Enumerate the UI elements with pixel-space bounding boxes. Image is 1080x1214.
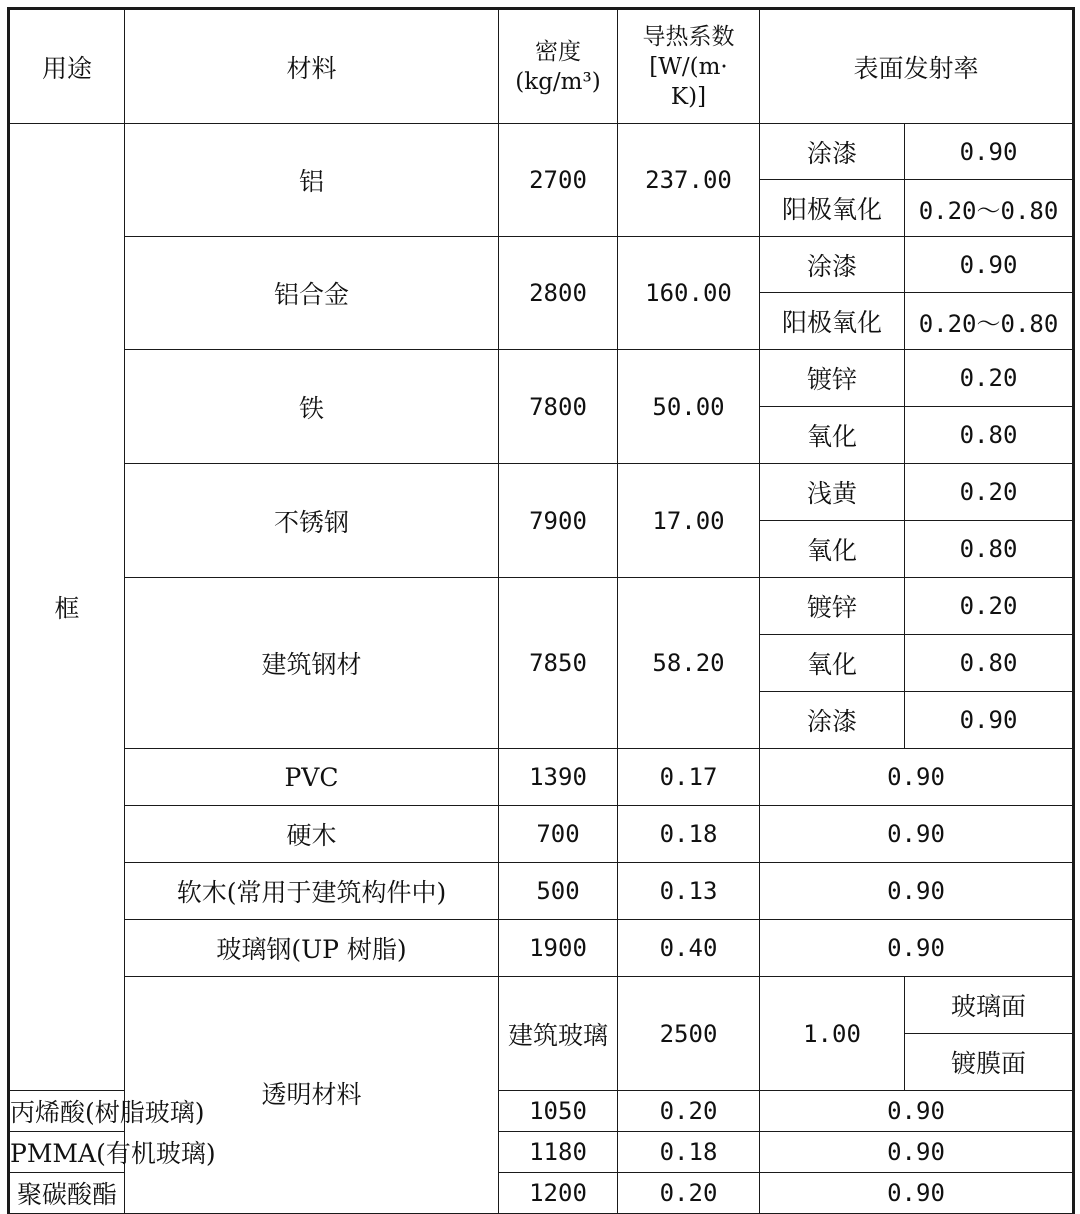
surface-label-cell: 镀膜面 [905, 1034, 1073, 1091]
material-cell: 建筑玻璃 [499, 977, 618, 1091]
surface-label-cell: 涂漆 [760, 692, 905, 749]
emissivity-cell: 0.80 [905, 635, 1073, 692]
surface-label-cell: 阳极氧化 [760, 293, 905, 350]
emissivity-cell: 0.80 [905, 521, 1073, 578]
conductivity-cell: 58.20 [618, 578, 760, 749]
header-density-label: 密度 [535, 38, 581, 65]
density-cell: 2500 [618, 977, 760, 1091]
table-row [10, 806, 1073, 863]
header-row [10, 10, 1073, 124]
table-row [10, 920, 1073, 977]
group-transparent: 透明材料 [125, 977, 499, 1214]
conductivity-cell: 237.00 [618, 124, 760, 237]
table-row [10, 749, 1073, 806]
emissivity-cell: 0.90 [760, 1173, 1073, 1214]
emissivity-cell: 0.20 [905, 578, 1073, 635]
conductivity-cell: 0.40 [618, 920, 760, 977]
emissivity-cell: 0.20～0.80 [905, 180, 1073, 237]
density-cell: 1390 [499, 749, 618, 806]
material-cell: 软木(常用于建筑构件中) [125, 863, 499, 920]
material-cell: PVC [125, 749, 499, 806]
group-frame: 框 [10, 124, 125, 1091]
density-cell: 500 [499, 863, 618, 920]
conductivity-cell: 0.18 [618, 1132, 760, 1173]
conductivity-cell: 0.20 [618, 1173, 760, 1214]
table-row [10, 977, 1073, 1034]
density-cell: 1180 [499, 1132, 618, 1173]
surface-label-cell: 氧化 [760, 407, 905, 464]
surface-label-cell: 涂漆 [760, 237, 905, 293]
density-cell: 1050 [499, 1091, 618, 1132]
conductivity-cell: 0.18 [618, 806, 760, 863]
material-cell: 聚碳酸酯 [10, 1173, 125, 1214]
emissivity-cell: 0.90 [905, 692, 1073, 749]
table-row [10, 464, 1073, 521]
conductivity-cell: 0.17 [618, 749, 760, 806]
conductivity-cell: 160.00 [618, 237, 760, 350]
surface-label-cell: 涂漆 [760, 124, 905, 180]
emissivity-cell: 0.90 [760, 1091, 1073, 1132]
table-row [10, 237, 1073, 293]
surface-label-cell: 氧化 [760, 635, 905, 692]
emissivity-cell: 0.80 [905, 407, 1073, 464]
surface-label-cell: 氧化 [760, 521, 905, 578]
material-cell: PMMA(有机玻璃) [10, 1132, 125, 1173]
material-cell: 铝合金 [125, 237, 499, 350]
header-material: 材料 [125, 10, 499, 124]
density-cell: 7900 [499, 464, 618, 578]
material-cell: 铝 [125, 124, 499, 237]
material-cell: 丙烯酸(树脂玻璃) [10, 1091, 125, 1132]
surface-label-cell: 浅黄 [760, 464, 905, 521]
header-conductivity [618, 10, 760, 124]
surface-label-cell: 阳极氧化 [760, 180, 905, 237]
header-conductivity-label: 导热系数 [642, 23, 735, 50]
emissivity-cell: 0.90 [760, 1132, 1073, 1173]
density-cell: 7800 [499, 350, 618, 464]
header-conductivity-unit-1: [W/(m· [649, 53, 728, 80]
conductivity-cell: 0.20 [618, 1091, 760, 1132]
density-cell: 1200 [499, 1173, 618, 1214]
emissivity-cell: 0.90 [760, 749, 1073, 806]
emissivity-cell: 0.90 [905, 237, 1073, 293]
density-cell: 2700 [499, 124, 618, 237]
emissivity-cell: 0.90 [905, 124, 1073, 180]
conductivity-cell: 0.13 [618, 863, 760, 920]
material-cell: 玻璃钢(UP 树脂) [125, 920, 499, 977]
table-row [10, 124, 1073, 180]
density-cell: 2800 [499, 237, 618, 350]
material-cell: 不锈钢 [125, 464, 499, 578]
density-cell: 7850 [499, 578, 618, 749]
emissivity-cell: 0.90 [760, 920, 1073, 977]
table-row [10, 863, 1073, 920]
material-properties-table [9, 9, 1073, 1214]
material-cell: 铁 [125, 350, 499, 464]
emissivity-cell: 0.20～0.80 [905, 293, 1073, 350]
conductivity-cell: 17.00 [618, 464, 760, 578]
emissivity-cell: 0.20 [905, 464, 1073, 521]
density-cell: 700 [499, 806, 618, 863]
surface-label-cell: 镀锌 [760, 350, 905, 407]
material-cell: 建筑钢材 [125, 578, 499, 749]
density-cell: 1900 [499, 920, 618, 977]
header-conductivity-unit-2: K)] [670, 83, 707, 110]
header-use: 用途 [10, 10, 125, 124]
conductivity-cell: 1.00 [760, 977, 905, 1091]
header-density-unit: (kg/m³) [515, 68, 601, 95]
header-density [499, 10, 618, 124]
emissivity-cell: 0.90 [760, 806, 1073, 863]
emissivity-cell: 0.20 [905, 350, 1073, 407]
conductivity-cell: 50.00 [618, 350, 760, 464]
table-row [10, 350, 1073, 407]
material-cell: 硬木 [125, 806, 499, 863]
emissivity-cell: 0.90 [760, 863, 1073, 920]
header-emissivity: 表面发射率 [760, 10, 1073, 124]
surface-label-cell: 玻璃面 [905, 977, 1073, 1034]
table-row [10, 578, 1073, 635]
surface-label-cell: 镀锌 [760, 578, 905, 635]
